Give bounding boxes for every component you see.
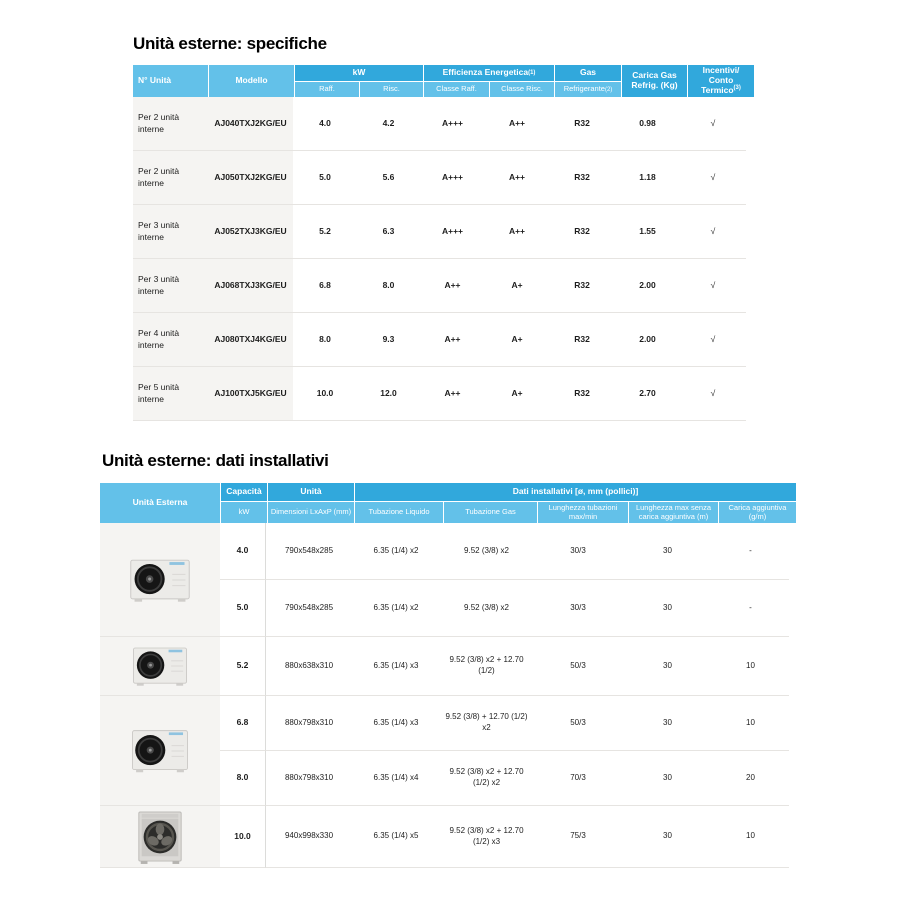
header-refrigerante: Refrigerante (2) <box>555 82 621 97</box>
header-carica-aggiuntiva: Carica aggiuntiva (g/m) <box>719 502 796 523</box>
header-modello: Modello <box>209 65 294 97</box>
cell-classe-raff: A+++ <box>420 205 485 259</box>
header-kw-group: kW <box>295 65 423 81</box>
cell-classe-risc: A++ <box>485 97 549 151</box>
specifications-table-header <box>133 65 748 97</box>
cell-tubazione-liquido: 6.35 (1/4) x2 <box>352 580 440 637</box>
cell-lunghezza-tubazioni: 50/3 <box>533 696 623 751</box>
cell-risc: 8.0 <box>357 259 420 313</box>
header-n-unita: N° Unità <box>133 65 208 97</box>
cell-classe-raff: A+++ <box>420 151 485 205</box>
cell-lunghezza-max: 30 <box>623 637 712 696</box>
cell-risc: 9.3 <box>357 313 420 367</box>
cell-classe-risc: A++ <box>485 151 549 205</box>
table-row <box>133 151 748 205</box>
header-capacita-group: Capacità <box>221 483 267 501</box>
cell-lunghezza-tubazioni: 30/3 <box>533 523 623 580</box>
cell-gas: R32 <box>549 97 615 151</box>
cell-lunghezza-max: 30 <box>623 696 712 751</box>
installation-table-header <box>100 483 790 523</box>
outdoor-unit-large-image <box>100 806 220 868</box>
cell-n-unita: Per 2 unità interne <box>133 151 208 205</box>
header-classe-risc: Classe Risc. <box>490 82 554 97</box>
header-classe-raff: Classe Raff. <box>424 82 489 97</box>
header-raff: Raff. <box>295 82 359 97</box>
cell-risc: 12.0 <box>357 367 420 421</box>
cell-tubazione-liquido: 6.35 (1/4) x3 <box>352 637 440 696</box>
table-row <box>133 313 748 367</box>
cell-carica: 1.18 <box>615 151 680 205</box>
header-lunghezza-tubazioni: Lunghezza tubazioni max/min <box>538 502 628 523</box>
cell-lunghezza-max: 30 <box>623 806 712 868</box>
cell-dimensioni: 880x798x310 <box>266 751 352 806</box>
cell-raff: 8.0 <box>293 313 357 367</box>
checkmark-icon: √ <box>680 259 746 313</box>
cell-classe-risc: A+ <box>485 313 549 367</box>
cell-gas: R32 <box>549 205 615 259</box>
cell-carica-aggiuntiva: 10 <box>712 806 789 868</box>
cell-n-unita: Per 3 unità interne <box>133 205 208 259</box>
checkmark-icon: √ <box>680 205 746 259</box>
cell-carica: 2.70 <box>615 367 680 421</box>
header-unita-group: Unità <box>268 483 354 501</box>
cell-raff: 6.8 <box>293 259 357 313</box>
cell-risc: 6.3 <box>357 205 420 259</box>
specifications-table <box>133 65 748 421</box>
outdoor-unit-image <box>100 523 220 637</box>
cell-lunghezza-max: 30 <box>623 523 712 580</box>
cell-risc: 4.2 <box>357 97 420 151</box>
checkmark-icon: √ <box>680 151 746 205</box>
cell-tubazione-gas: 9.52 (3/8) x2 <box>440 523 533 580</box>
header-dimensioni: Dimensioni LxAxP (mm) <box>268 502 354 523</box>
header-kw: kW <box>221 502 267 523</box>
cell-tubazione-gas: 9.52 (3/8) x2 + 12.70 (1/2) <box>440 637 533 696</box>
cell-n-unita: Per 2 unità interne <box>133 97 208 151</box>
cell-modello: AJ052TXJ3KG/EU <box>208 205 293 259</box>
checkmark-icon: √ <box>680 367 746 421</box>
cell-dimensioni: 790x548x285 <box>266 580 352 637</box>
cell-lunghezza-tubazioni: 75/3 <box>533 806 623 868</box>
cell-carica: 2.00 <box>615 313 680 367</box>
cell-gas: R32 <box>549 151 615 205</box>
header-risc: Risc. <box>360 82 423 97</box>
cell-dimensioni: 790x548x285 <box>266 523 352 580</box>
installation-data-table <box>100 483 790 868</box>
cell-capacita: 6.8 <box>220 696 266 751</box>
cell-capacita: 8.0 <box>220 751 266 806</box>
cell-tubazione-gas: 9.52 (3/8) x2 + 12.70 (1/2) x3 <box>440 806 533 868</box>
section-title-dati-installativi: Unità esterne: dati installativi <box>102 451 329 470</box>
cell-raff: 5.2 <box>293 205 357 259</box>
cell-lunghezza-tubazioni: 50/3 <box>533 637 623 696</box>
cell-modello: AJ050TXJ2KG/EU <box>208 151 293 205</box>
table-row <box>133 205 748 259</box>
cell-n-unita: Per 4 unità interne <box>133 313 208 367</box>
cell-capacita: 5.0 <box>220 580 266 637</box>
outdoor-unit-icon <box>130 641 190 691</box>
cell-gas: R32 <box>549 313 615 367</box>
cell-lunghezza-tubazioni: 70/3 <box>533 751 623 806</box>
header-unita-esterna: Unità Esterna <box>100 483 220 523</box>
outdoor-unit-icon <box>127 553 193 607</box>
cell-carica: 1.55 <box>615 205 680 259</box>
table-row <box>133 259 748 313</box>
cell-n-unita: Per 3 unità interne <box>133 259 208 313</box>
cell-raff: 5.0 <box>293 151 357 205</box>
cell-dimensioni: 880x638x310 <box>266 637 352 696</box>
table-row <box>133 367 748 421</box>
outdoor-unit-large-icon <box>134 808 186 866</box>
cell-classe-raff: A++ <box>420 367 485 421</box>
cell-tubazione-liquido: 6.35 (1/4) x4 <box>352 751 440 806</box>
cell-carica-aggiuntiva: 10 <box>712 637 789 696</box>
cell-n-unita: Per 5 unità interne <box>133 367 208 421</box>
cell-carica-aggiuntiva: - <box>712 580 789 637</box>
cell-tubazione-liquido: 6.35 (1/4) x2 <box>352 523 440 580</box>
outdoor-unit-icon <box>129 723 191 779</box>
cell-lunghezza-tubazioni: 30/3 <box>533 580 623 637</box>
cell-classe-risc: A+ <box>485 367 549 421</box>
cell-classe-raff: A++ <box>420 313 485 367</box>
header-tubazione-liquido: Tubazione Liquido <box>355 502 443 523</box>
cell-gas: R32 <box>549 259 615 313</box>
checkmark-icon: √ <box>680 97 746 151</box>
cell-tubazione-gas: 9.52 (3/8) + 12.70 (1/2) x2 <box>440 696 533 751</box>
cell-classe-raff: A++ <box>420 259 485 313</box>
cell-carica: 2.00 <box>615 259 680 313</box>
cell-tubazione-gas: 9.52 (3/8) x2 <box>440 580 533 637</box>
installation-table-body <box>100 523 790 868</box>
cell-raff: 10.0 <box>293 367 357 421</box>
cell-classe-risc: A++ <box>485 205 549 259</box>
cell-tubazione-liquido: 6.35 (1/4) x3 <box>352 696 440 751</box>
cell-modello: AJ100TXJ5KG/EU <box>208 367 293 421</box>
cell-dimensioni: 880x798x310 <box>266 696 352 751</box>
cell-tubazione-gas: 9.52 (3/8) x2 + 12.70 (1/2) x2 <box>440 751 533 806</box>
cell-modello: AJ080TXJ4KG/EU <box>208 313 293 367</box>
cell-carica: 0.98 <box>615 97 680 151</box>
cell-dimensioni: 940x998x330 <box>266 806 352 868</box>
section-title-specifiche: Unità esterne: specifiche <box>133 34 327 53</box>
cell-lunghezza-max: 30 <box>623 580 712 637</box>
cell-capacita: 5.2 <box>220 637 266 696</box>
cell-lunghezza-max: 30 <box>623 751 712 806</box>
outdoor-unit-image <box>100 637 220 696</box>
cell-modello: AJ040TXJ2KG/EU <box>208 97 293 151</box>
header-gas-group: Gas <box>555 65 621 81</box>
cell-modello: AJ068TXJ3KG/EU <box>208 259 293 313</box>
table-row <box>133 97 748 151</box>
cell-carica-aggiuntiva: - <box>712 523 789 580</box>
cell-raff: 4.0 <box>293 97 357 151</box>
header-tubazione-gas: Tubazione Gas <box>444 502 537 523</box>
cell-capacita: 4.0 <box>220 523 266 580</box>
header-dati-installativi-group: Dati installativi [ø, mm (pollici)] <box>355 483 796 501</box>
outdoor-unit-image <box>100 696 220 806</box>
cell-risc: 5.6 <box>357 151 420 205</box>
cell-classe-raff: A+++ <box>420 97 485 151</box>
cell-tubazione-liquido: 6.35 (1/4) x5 <box>352 806 440 868</box>
cell-classe-risc: A+ <box>485 259 549 313</box>
header-lunghezza-max: Lunghezza max senza carica aggiuntiva (m) <box>629 502 718 523</box>
cell-gas: R32 <box>549 367 615 421</box>
cell-capacita: 10.0 <box>220 806 266 868</box>
header-incentivi: Incentivi/ Conto Termico$^{(3)}$ <box>688 65 754 97</box>
cell-carica-aggiuntiva: 10 <box>712 696 789 751</box>
checkmark-icon: √ <box>680 313 746 367</box>
header-carica-gas: Carica Gas Refrig. (Kg) <box>622 65 687 97</box>
cell-carica-aggiuntiva: 20 <box>712 751 789 806</box>
header-efficienza-group: Efficienza Energetica (1) <box>424 65 554 81</box>
